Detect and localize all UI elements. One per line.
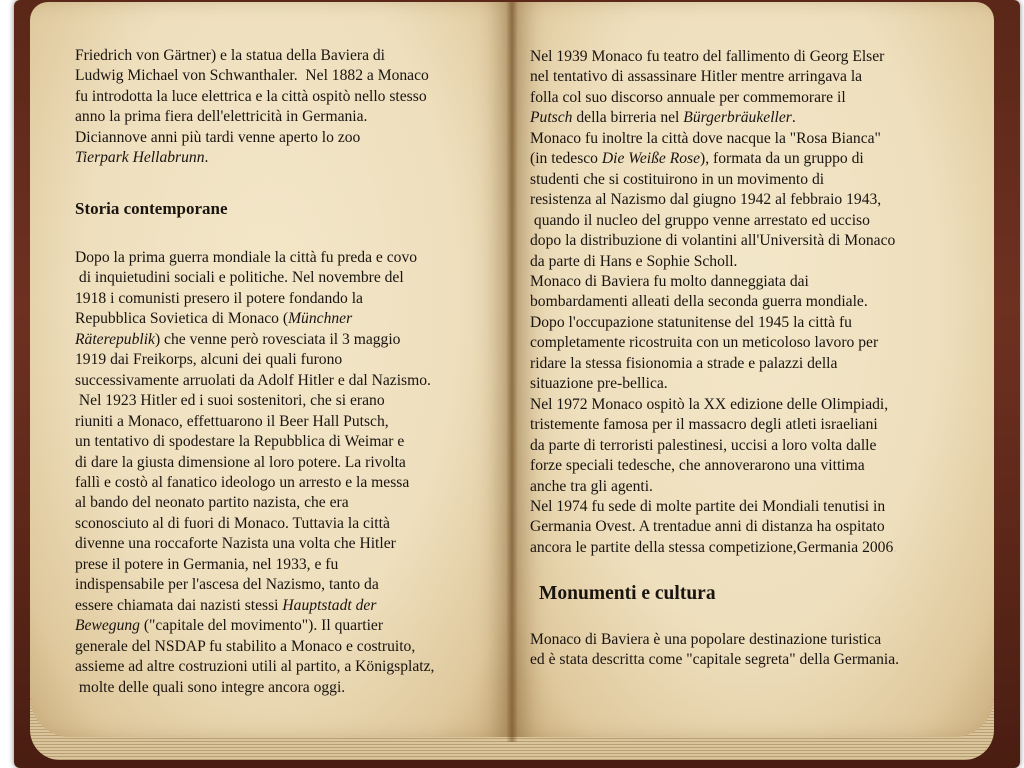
- left-paragraph: [75, 248, 515, 698]
- text-line: Monaco fu inoltre la città dove nacque la "Rosa Bianca": [530, 129, 881, 147]
- text-span: ), formata da un gruppo di: [700, 150, 864, 168]
- text-line: Monaco di Baviera è una popolare destinazione turistica: [530, 631, 882, 648]
- text-line: da parte di terroristi palestinesi, uccisi a loro volta dalle: [530, 436, 877, 454]
- text-line: folla col suo discorso annuale per commemorare il: [530, 88, 846, 106]
- text-span: Repubblica Sovietica di Monaco (: [75, 310, 289, 328]
- punctuation: .: [893, 538, 898, 556]
- text-line: fallì e costò al fanatico ideologo un arresto e la messa: [75, 473, 410, 491]
- text-line: ed è stata descritta come "capitale segreta" della Germania.: [530, 651, 900, 669]
- text-line: Nel 1923 Hitler ed i suoi sostenitori, che si erano: [75, 392, 385, 410]
- text-span: ancora le partite della stessa competizione,Germania 2006: [530, 538, 894, 556]
- text-line: [530, 149, 990, 169]
- text-span: ("capitale del movimento"). Il quartier: [139, 617, 384, 635]
- right-paragraph: [530, 47, 990, 558]
- text-line: molte delle quali sono integre ancora oggi.: [75, 678, 346, 696]
- text-line: tristemente famosa per il massacro degli atleti israeliani: [530, 416, 878, 434]
- text-line: bombardamenti alleati della seconda guerra mondiale.: [530, 293, 868, 311]
- text-line: Monaco di Baviera fu molto danneggiata dai: [530, 272, 809, 290]
- text-line: forze speciali tedesche, che annoverarono una vittima: [530, 457, 865, 475]
- punctuation: .: [791, 109, 796, 127]
- text-line: anno la prima fiera dell'elettricità in Germania.: [75, 108, 368, 126]
- text-line: Germania Ovest. A trentadue anni di distanza ha ospitato: [530, 518, 885, 536]
- text-line: generale del NSDAP fu stabilito a Monaco e costruito,: [75, 637, 416, 655]
- text-line: fu introdotta la luce elettrica e la città ospitò nello stesso: [75, 87, 427, 105]
- italic-term: Münchner: [288, 310, 353, 328]
- text-line: al bando del neonato partito nazista, che era: [75, 494, 349, 512]
- text-line: Ludwig Michael von Schwanthaler. Nel 1882 a Monaco: [75, 67, 429, 85]
- italic-term: Tierpark Hellabrunn: [75, 149, 205, 167]
- text-line: studenti che si costituirono in un movimento di: [530, 170, 825, 188]
- text-span: ) che venne però rovesciata il 3 maggio: [154, 330, 401, 348]
- text-line: situazione pre-bellica.: [530, 375, 668, 393]
- text-line: [75, 309, 515, 329]
- text-line: quando il nucleo del gruppo venne arrestato ed ucciso: [530, 211, 870, 229]
- text-line: 1919 dai Freikorps, alcuni dei quali furono: [75, 351, 343, 369]
- text-line: successivamente arruolati da Adolf Hitler e dal Nazismo.: [75, 371, 431, 389]
- text-line: assieme ad altre costruzioni utili al partito, a Königsplatz,: [75, 658, 435, 676]
- text-line: anche tra gli agenti.: [530, 477, 653, 495]
- right-tail: [530, 630, 990, 671]
- text-line: prese il potere in Germania, nel 1933, e fu: [75, 555, 339, 573]
- text-line: Dopo l'occupazione statunitense del 1945 la città fu: [530, 313, 852, 331]
- text-line: [530, 538, 990, 558]
- italic-term: Putsch: [530, 109, 573, 127]
- text-span: (in tedesco: [530, 150, 602, 168]
- text-line: [75, 616, 515, 636]
- text-line: 1918 i comunisti presero il potere fondando la: [75, 289, 363, 307]
- text-line: Nel 1974 fu sede di molte partite dei Mondiali tenutisi in: [530, 497, 886, 515]
- text-line: resistenza al Nazismo dal giugno 1942 al febbraio 1943,: [530, 191, 882, 209]
- text-line: un tentativo di spodestare la Repubblica di Weimar e: [75, 433, 405, 451]
- left-intro: [75, 46, 515, 169]
- text-line: completamente ricostruita con un meticoloso lavoro per: [530, 334, 879, 352]
- italic-term: Die Weiße Rose: [601, 150, 701, 168]
- text-line: di dare la giusta dimensione al loro potere. La rivolta: [75, 453, 406, 471]
- text-line: Friedrich von Gärtner) e la statua della Baviera di: [75, 47, 386, 64]
- italic-term: Bürgerbräukeller: [683, 109, 792, 127]
- text-line: indispensabile per l'ascesa del Nazismo, tanto da: [75, 576, 379, 594]
- text-line: di inquietudini sociali e politiche. Nel novembre del: [75, 269, 404, 287]
- text-line: ridare la stessa fisionomia a strade e palazzi della: [530, 354, 838, 372]
- text-line: Nel 1939 Monaco fu teatro del fallimento di Georg Elser: [530, 48, 885, 65]
- text-line: Dopo la prima guerra mondiale la città fu preda e covo: [75, 249, 418, 266]
- text-line: nel tentativo di assassinare Hitler mentre arringava la: [530, 68, 863, 86]
- text-line: [75, 596, 515, 616]
- text-span: essere chiamata dai nazisti stessi: [75, 596, 283, 614]
- section-heading: Storia contemporane: [75, 199, 228, 218]
- text-line: da parte di Hans e Sophie Scholl.: [530, 252, 738, 270]
- text-line: [530, 108, 990, 128]
- section-heading: Monumenti e cultura: [539, 583, 716, 604]
- text-line: divenne una roccaforte Nazista una volta che Hitler: [75, 535, 396, 553]
- italic-term: Hauptstadt der: [282, 596, 377, 614]
- text-line: [75, 148, 515, 168]
- text-line: riuniti a Monaco, effettuarono il Beer Hall Putsch,: [75, 412, 389, 430]
- italic-term: Bewegung: [75, 617, 140, 635]
- punctuation: .: [204, 149, 209, 167]
- italic-term: Räterepublik: [75, 330, 155, 348]
- text-line: [75, 330, 515, 350]
- text-line: Nel 1972 Monaco ospitò la XX edizione delle Olimpiadi,: [530, 395, 889, 413]
- text-span: della birreria nel: [572, 109, 684, 127]
- text-line: Diciannove anni più tardi venne aperto lo zoo: [75, 128, 361, 146]
- text-line: dopo la distribuzione di volantini all'Università di Monaco: [530, 232, 896, 250]
- text-line: sconosciuto al di fuori di Monaco. Tuttavia la città: [75, 514, 390, 532]
